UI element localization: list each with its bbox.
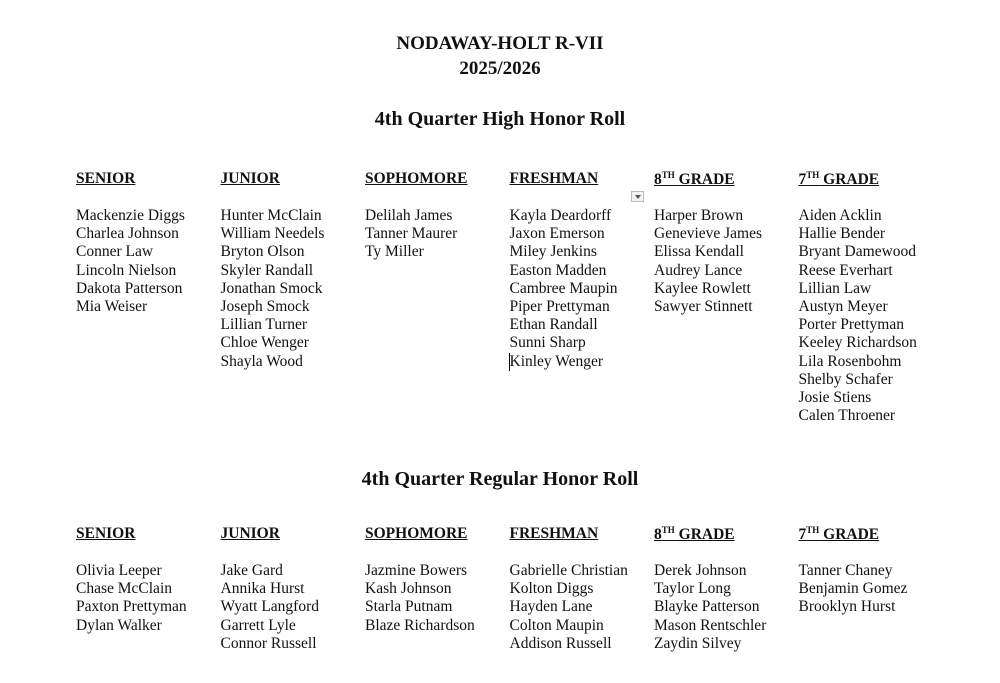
student-name: Delilah James (365, 207, 453, 224)
student-name: Miley Jenkins (509, 243, 597, 261)
student-name: Starla Putnam (365, 598, 453, 616)
student-name: Paxton Prettyman (76, 598, 187, 616)
grade-heading: JUNIOR (220, 525, 280, 542)
student-name: Blayke Patterson (654, 598, 760, 616)
dropdown-arrow-icon[interactable] (631, 191, 644, 202)
student-name: Kash Johnson (365, 580, 452, 598)
regular-honor-roll-title: 4th Quarter Regular Honor Roll (361, 468, 639, 490)
grade-column (510, 525, 655, 653)
student-name: Jaxon Emerson (509, 225, 605, 243)
student-name: Joseph Smock (220, 298, 310, 316)
grade-column (365, 170, 510, 425)
student-name: Piper Prettyman (509, 298, 610, 316)
grade-heading: FRESHMAN (509, 170, 599, 187)
student-name: Bryton Olson (220, 243, 305, 261)
student-name: Gabrielle Christian (509, 562, 628, 579)
student-name: Mia Weiser (76, 298, 148, 316)
grade-superscript: TH (661, 170, 675, 180)
student-name: Shelby Schafer (798, 370, 893, 388)
high-honor-roll-title: 4th Quarter High Honor Roll (374, 108, 626, 130)
student-name: Skyler Randall (220, 261, 314, 279)
student-name: Taylor Long (654, 580, 731, 598)
student-name: Mackenzie Diggs (76, 207, 185, 224)
grade-heading: SOPHOMORE (365, 525, 468, 542)
student-name: Charlea Johnson (76, 225, 179, 243)
student-name: Josie Stiens (798, 389, 872, 407)
grade-heading (799, 525, 944, 562)
grade-heading: JUNIOR (220, 170, 280, 187)
student-name: Lila Rosenbohm (798, 352, 902, 370)
student-name: Lillian Turner (220, 316, 308, 334)
grade-column (76, 525, 221, 653)
student-name: Kinley Wenger (509, 352, 604, 370)
student-name: Conner Law (76, 243, 154, 261)
regular-honor-roll-columns (76, 525, 943, 653)
student-name: Olivia Leeper (76, 562, 162, 579)
student-name: Lillian Law (798, 279, 872, 297)
student-name: Kayla Deardorff (509, 207, 612, 224)
grade-column (221, 525, 366, 653)
student-name: Sawyer Stinnett (654, 298, 753, 316)
student-name: Elissa Kendall (654, 243, 744, 261)
grade-heading: SENIOR (76, 525, 136, 542)
student-name: Zaydin Silvey (654, 634, 742, 652)
student-name: Aiden Acklin (798, 207, 882, 224)
school-name: NODAWAY-HOLT R-VII (396, 33, 604, 54)
student-name: Jonathan Smock (220, 279, 323, 297)
student-name: Kaylee Rowlett (654, 279, 751, 297)
student-name: Garrett Lyle (220, 616, 296, 634)
grade-number: 7 (798, 171, 807, 189)
grade-superscript: TH (661, 525, 675, 535)
student-name: Dakota Patterson (76, 279, 183, 297)
student-name: Colton Maupin (509, 616, 604, 634)
grade-superscript: TH (806, 170, 820, 180)
grade-number: 7 (798, 526, 807, 544)
student-name: Audrey Lance (654, 261, 743, 279)
grade-heading: SENIOR (76, 170, 136, 187)
student-name: Bryant Damewood (798, 243, 917, 261)
student-name: Sunni Sharp (509, 334, 586, 352)
school-year: 2025/2026 (459, 58, 541, 79)
high-honor-roll-columns (76, 170, 943, 425)
grade-heading (654, 170, 799, 207)
student-name: Dylan Walker (76, 616, 162, 634)
student-name: Hunter McClain (220, 207, 322, 224)
student-name: Chase McClain (76, 580, 172, 598)
student-name: Reese Everhart (798, 261, 893, 279)
student-name: Jazmine Bowers (365, 562, 468, 579)
student-name: Ty Miller (365, 243, 424, 261)
student-name: Annika Hurst (220, 580, 305, 598)
student-name: Tanner Chaney (798, 562, 893, 579)
grade-number: 8 (654, 171, 662, 189)
grade-column (799, 525, 944, 653)
student-name: Shayla Wood (220, 352, 303, 370)
student-name: Hallie Bender (798, 225, 886, 243)
student-name: Blaze Richardson (365, 616, 475, 634)
student-name: Hayden Lane (509, 598, 593, 616)
student-name: Brooklyn Hurst (798, 598, 896, 616)
grade-column (654, 525, 799, 653)
student-name: William Needels (220, 225, 325, 243)
student-name: Benjamin Gomez (798, 580, 908, 598)
grade-superscript: TH (806, 525, 820, 535)
student-name: Kolton Diggs (509, 580, 594, 598)
grade-column (221, 170, 366, 425)
grade-word: GRADE (674, 171, 735, 189)
grade-heading: SOPHOMORE (365, 170, 468, 187)
student-name: Cambree Maupin (509, 279, 618, 297)
student-name: Austyn Meyer (798, 298, 888, 316)
grade-column (76, 170, 221, 425)
grade-column (365, 525, 510, 653)
student-name: Connor Russell (220, 634, 317, 652)
student-name: Porter Prettyman (798, 316, 904, 334)
grade-heading (654, 525, 799, 562)
grade-heading (799, 170, 944, 207)
student-name: Keeley Richardson (798, 334, 917, 352)
student-name: Ethan Randall (509, 316, 598, 334)
grade-heading: FRESHMAN (509, 525, 599, 542)
student-name: Chloe Wenger (220, 334, 309, 352)
grade-column (510, 170, 655, 425)
student-name: Harper Brown (654, 207, 744, 224)
student-name: Tanner Maurer (365, 225, 458, 243)
student-name: Wyatt Langford (220, 598, 319, 616)
student-name: Genevieve James (654, 225, 763, 243)
student-name: Derek Johnson (654, 562, 747, 579)
grade-number: 8 (654, 526, 662, 544)
grade-word: GRADE (819, 526, 880, 544)
grade-word: GRADE (819, 171, 880, 189)
student-name: Lincoln Nielson (76, 261, 177, 279)
student-name: Addison Russell (509, 634, 612, 652)
student-name: Mason Rentschler (654, 616, 767, 634)
grade-column (799, 170, 944, 425)
grade-column (654, 170, 799, 425)
student-name: Jake Gard (220, 562, 283, 579)
text-cursor (509, 353, 510, 371)
grade-word: GRADE (674, 526, 735, 544)
student-name: Easton Madden (509, 261, 607, 279)
student-name: Calen Throener (798, 407, 896, 425)
